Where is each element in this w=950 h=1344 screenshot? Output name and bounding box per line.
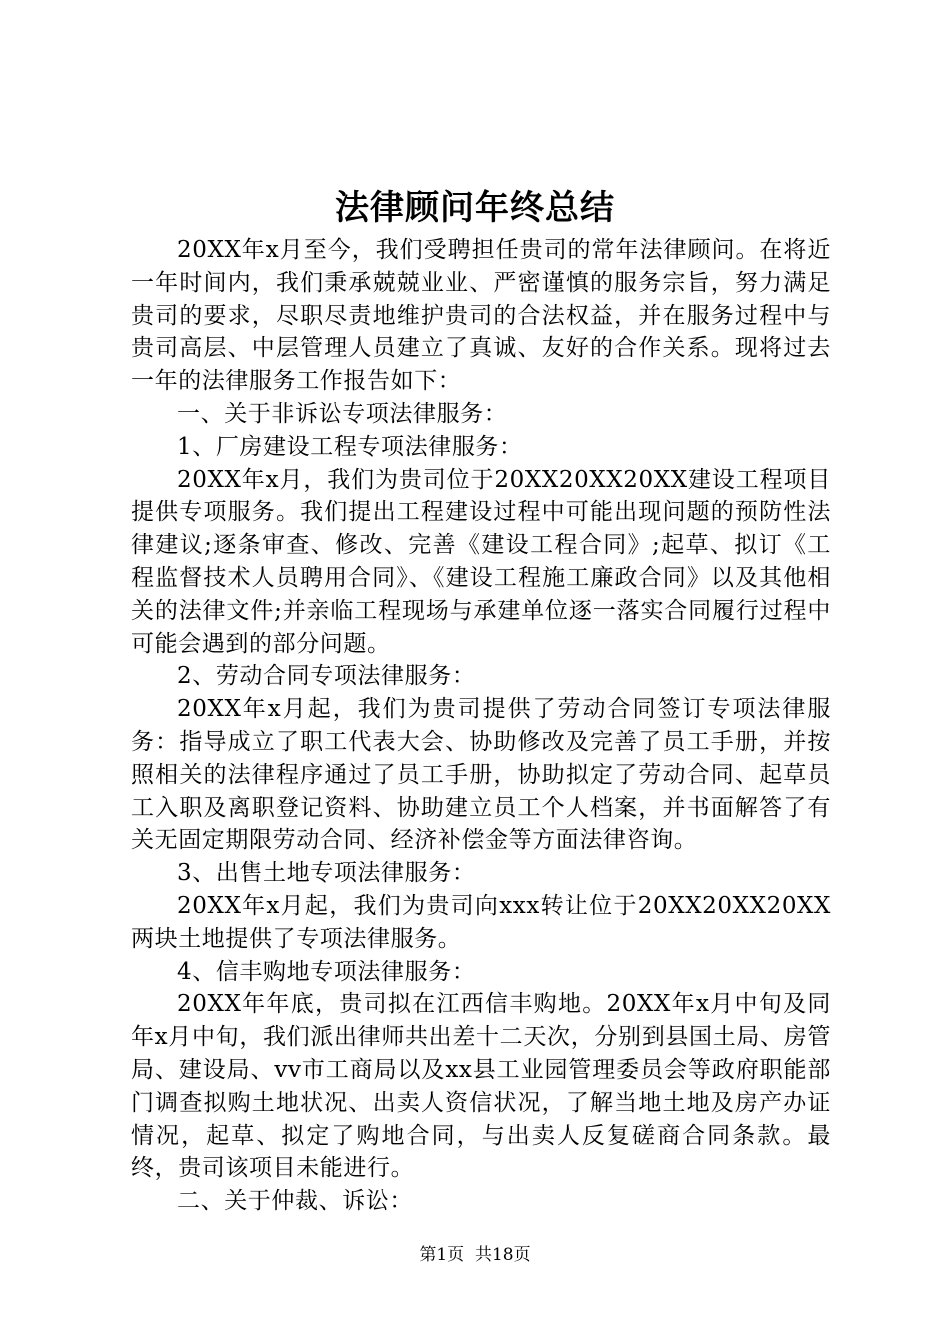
subsection-heading-factory: 1、厂房建设工程专项法律服务： bbox=[177, 433, 523, 460]
paragraph-factory: 20XX年x月，我们为贵司位于20XX20XX20XX建设工程项目提供专项服务。我们提出工程建设过程中可能出现问题的预防性法律建议;逐条审查、修改、完善《建设工程合同》;起草、拟订《工程监督技术人员聘用合同》、《建设工程施工廉政合同》以及其他相关的法律文件;并亲临工程现场与承建单位逐一落实合同履行过程中可能会遇到的部分问题。 bbox=[131, 466, 831, 657]
section-heading-non-litigation: 一、关于非诉讼专项法律服务： bbox=[177, 400, 508, 427]
paragraph-intro: 20XX年x月至今，我们受聘担任贵司的常年法律顾问。在将近一年时间内，我们秉承兢兢业业、严密谨慎的服务宗旨，努力满足贵司的要求，尽职尽责地维护贵司的合法权益，并在服务过程中与贵司高层、中层管理人员建立了真诚、友好的合作关系。现将过去一年的法律服务工作报告如下： bbox=[131, 237, 831, 395]
paragraph-land-sale: 20XX年x月起，我们为贵司向xxx转让位于20XX20XX20XX两块土地提供了专项法律服务。 bbox=[131, 892, 831, 952]
paragraph-labor: 20XX年x月起，我们为贵司提供了劳动合同签订专项法律服务：指导成立了职工代表大会、协助修改及完善了员工手册，并按照相关的法律程序通过了员工手册，协助拟定了劳动合同、起草员工入职及离职登记资料、协助建立员工个人档案，并书面解答了有关无固定期限劳动合同、经济补偿金等方面法律咨询。 bbox=[131, 696, 831, 854]
paragraph-xinfeng: 20XX年年底，贵司拟在江西信丰购地。20XX年x月中旬及同年x月中旬，我们派出律师共出差十二天次，分别到县国土局、房管局、建设局、vv市工商局以及xx县工业园管理委员会等政府职能部门调查拟购土地状况、出卖人资信状况，了解当地土地及房产办证情况，起草、拟定了购地合同，与出卖人反复磋商合同条款。最终，贵司该项目未能进行。 bbox=[131, 991, 831, 1182]
section-heading-arbitration: 二、关于仲裁、诉讼： bbox=[177, 1188, 413, 1215]
subsection-heading-land-sale: 3、出售土地专项法律服务： bbox=[177, 860, 476, 887]
page-number: 第1页 共18页 bbox=[419, 1245, 531, 1265]
subsection-heading-xinfeng: 4、信丰购地专项法律服务： bbox=[177, 958, 476, 985]
subsection-heading-labor: 2、劳动合同专项法律服务： bbox=[177, 663, 476, 690]
document-title: 法律顾问年终总结 bbox=[335, 188, 615, 228]
document-body bbox=[131, 234, 831, 1218]
page-footer bbox=[0, 1243, 950, 1267]
